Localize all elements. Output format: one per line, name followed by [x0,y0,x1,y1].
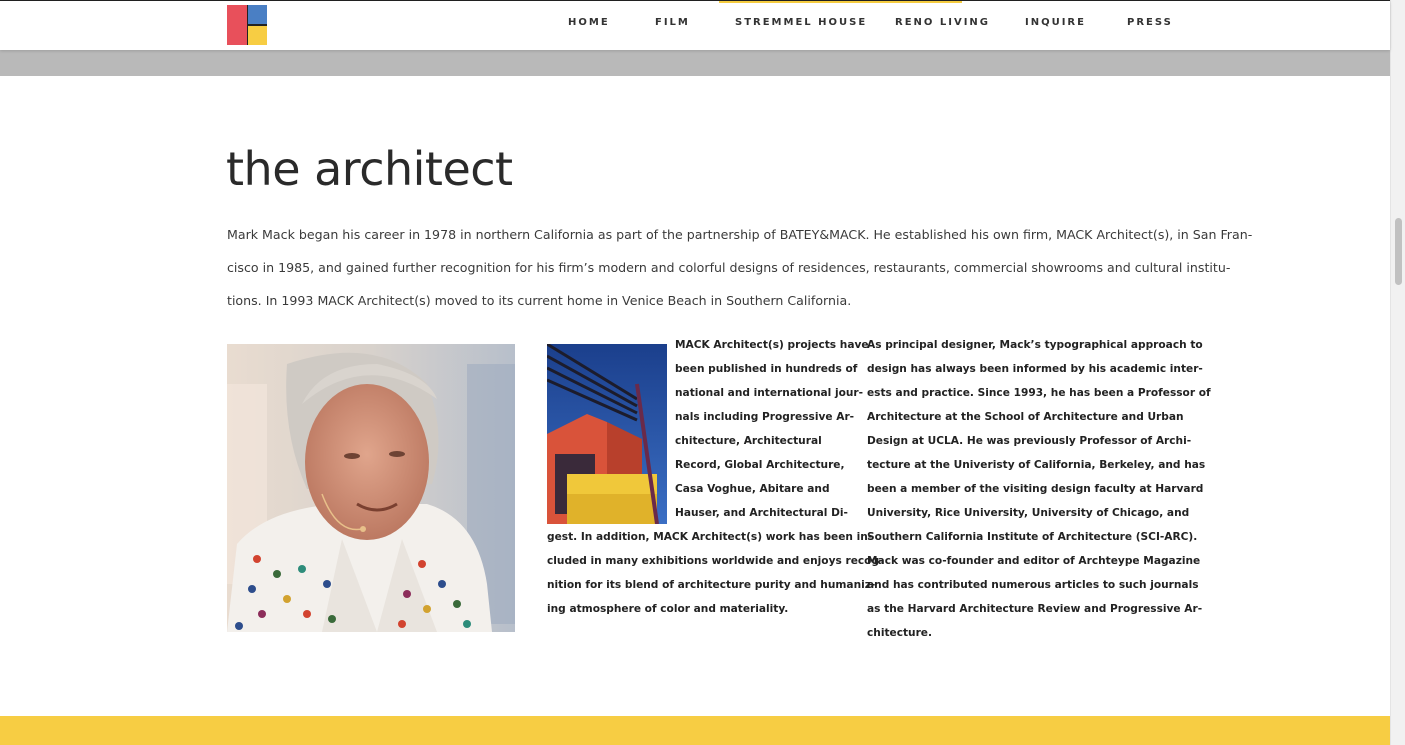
text-line: ing atmosphere of color and materiality. [547,603,789,615]
nav-item-reno-living[interactable]: RENO LIVING [895,17,991,28]
building-photo [547,344,667,524]
text-line: design has always been informed by his academic inter- [867,363,1203,375]
intro-paragraph [227,218,1253,317]
intro-line: Mark Mack began his career in 1978 in northern California as part of the partnership of BATEY&MACK. He established his own firm, MACK Architect(s), in San Fran- [227,227,1253,242]
text-line: Hauser, and Architectural Di- [675,507,848,519]
text-line: MACK Architect(s) projects have [675,339,869,351]
text-line: nition for its blend of architecture purity and humaniz- [547,579,876,591]
text-line: gest. In addition, MACK Architect(s) work has been in- [547,531,873,543]
text-line: University, Rice University, University of Chicago, and [867,507,1190,519]
banner-gray-band [0,50,1390,76]
text-line: ests and practice. Since 1993, he has been a Professor of [867,387,1211,399]
footer-yellow-band [0,716,1390,745]
text-line: Casa Voghue, Abitare and [675,483,830,495]
text-line: nals including Progressive Ar- [675,411,855,423]
main-nav [0,1,1390,50]
text-line: national and international jour- [675,387,864,399]
nav-item-inquire[interactable]: INQUIRE [1025,17,1086,28]
text-line: as the Harvard Architecture Review and Progressive Ar- [867,603,1203,615]
publications-text-bottom [547,525,883,621]
text-line: As principal designer, Mack’s typographical approach to [867,339,1203,351]
text-line: Mack was co-founder and editor of Archteype Magazine [867,555,1201,567]
portrait-illustration [227,344,515,632]
building-illustration [547,344,667,524]
text-line: Architecture at the School of Architecture and Urban [867,411,1184,423]
text-line: and has contributed numerous articles to such journals [867,579,1199,591]
text-line: Record, Global Architecture, [675,459,845,471]
text-line: cluded in many exhibitions worldwide and enjoys recog- [547,555,884,567]
text-line: chitecture. [867,627,933,639]
intro-line: cisco in 1985, and gained further recognition for his firm’s modern and colorful designs of residences, restaurants, commercial showrooms and cultural institu- [227,260,1231,275]
text-line: chitecture, Architectural [675,435,822,447]
text-line: Southern California Institute of Architecture (SCI-ARC). [867,531,1198,543]
scrollbar-thumb[interactable] [1395,218,1402,285]
nav-active-indicator [719,1,962,3]
text-line: been a member of the visiting design faculty at Harvard [867,483,1204,495]
architect-portrait-photo [227,344,515,632]
text-line: tecture at the Univeristy of California, Berkeley, and has [867,459,1206,471]
nav-item-film[interactable]: FILM [655,17,690,28]
publications-text-top [675,333,869,525]
academic-text [867,333,1211,645]
text-line: been published in hundreds of [675,363,858,375]
nav-item-stremmel-house[interactable]: STREMMEL HOUSE [735,17,868,28]
intro-line: tions. In 1993 MACK Architect(s) moved to its current home in Venice Beach in Southern California. [227,293,852,308]
nav-item-press[interactable]: PRESS [1127,17,1173,28]
nav-item-home[interactable]: HOME [568,17,610,28]
site-header [0,1,1390,50]
page-title: the architect [226,142,513,196]
page-scrollbar[interactable] [1390,0,1405,745]
text-line: Design at UCLA. He was previously Professor of Archi- [867,435,1192,447]
